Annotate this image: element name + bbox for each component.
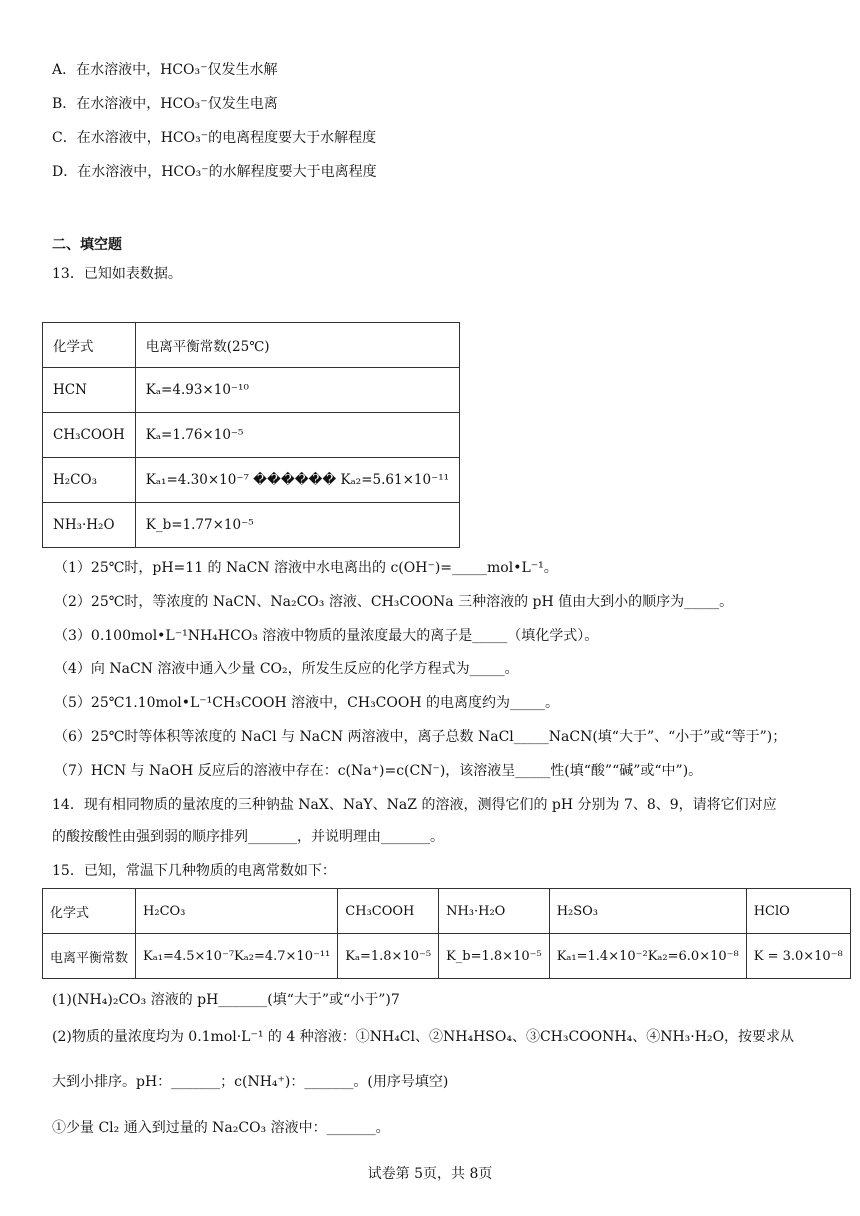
q13-stem: 13．已知如表数据。 — [52, 266, 182, 282]
table-cell: CH₃COOH — [43, 413, 136, 458]
table-cell: 化学式 — [43, 323, 136, 368]
q15-sub-2: (2)物质的量浓度均为 0.1mol·L⁻¹ 的 4 种溶液：①NH₄Cl、②NH₄HSO₄、③CH₃COONH₄、④NH₃·H₂O，按要求从 — [52, 1029, 795, 1045]
table-cell: Kₐ=1.76×10⁻⁵ — [135, 413, 459, 458]
table-cell: HCN — [43, 368, 136, 413]
table-row — [43, 503, 460, 548]
table-row — [43, 323, 460, 368]
table-row — [43, 368, 460, 413]
table-cell: Kₐ₁=1.4×10⁻²Kₐ₂=6.0×10⁻⁸ — [549, 934, 746, 979]
q15-sub-1: (1)(NH₄)₂CO₃ 溶液的 pH_______(填“大于”或“小于”)7 — [52, 992, 400, 1008]
table-row — [43, 413, 460, 458]
table-cell: 电离平衡常数(25℃) — [135, 323, 459, 368]
q15-stem: 15．已知，常温下几种物质的电离常数如下： — [52, 863, 336, 879]
q15-sub-3: ①少量 Cl₂ 通入到过量的 Na₂CO₃ 溶液中：_______。 — [52, 1120, 390, 1136]
table-cell: Kₐ=1.8×10⁻⁵ — [338, 934, 439, 979]
table-cell: HClO — [746, 889, 850, 934]
q13-sub-2: （2）25℃时，等浓度的 NaCN、Na₂CO₃ 溶液、CH₃COONa 三种溶液的 pH 值由大到小的顺序为_____。 — [54, 594, 734, 610]
table-cell: H₂CO₃ — [43, 458, 136, 503]
q15-sub-2-cont: 大到小排序。pH：_______；c(NH₄⁺)：_______。(用序号填空) — [52, 1074, 449, 1090]
q13-sub-4: （4）向 NaCN 溶液中通入少量 CO₂，所发生反应的化学方程式为_____。 — [54, 661, 519, 677]
table-cell: NH₃·H₂O — [43, 503, 136, 548]
q13-sub-3: （3）0.100mol•L⁻¹NH₄HCO₃ 溶液中物质的量浓度最大的离子是_____（填化学式）。 — [54, 628, 599, 644]
table-cell: Kₐ=4.93×10⁻¹⁰ — [135, 368, 459, 413]
table-cell: K = 3.0×10⁻⁸ — [746, 934, 850, 979]
table-cell: K_b=1.8×10⁻⁵ — [439, 934, 550, 979]
option-c: C．在水溶液中，HCO₃⁻的电离程度要大于水解程度 — [52, 130, 377, 146]
page-footer: 试卷第 5页，共 8页 — [367, 1166, 493, 1182]
table-row — [43, 889, 851, 934]
section-title: 二、填空题 — [52, 237, 122, 253]
q15-table — [42, 888, 851, 979]
q14-line-1: 14．现有相同物质的量浓度的三种钠盐 NaX、NaY、NaZ 的溶液，测得它们的 pH 分别为 7、8、9，请将它们对应 — [52, 797, 777, 813]
table-cell: CH₃COOH — [338, 889, 439, 934]
q13-sub-7: （7）HCN 与 NaOH 反应后的溶液中存在：c(Na⁺)=c(CN⁻)，该溶液呈_____性(填“酸”“碱”或“中”)。 — [54, 763, 703, 779]
table-cell: H₂CO₃ — [136, 889, 338, 934]
option-a: A．在水溶液中，HCO₃⁻仅发生水解 — [52, 62, 278, 78]
table-cell: 电离平衡常数 — [43, 934, 136, 979]
table-cell: 化学式 — [43, 889, 136, 934]
table-cell: H₂SO₃ — [549, 889, 746, 934]
table-cell: NH₃·H₂O — [439, 889, 550, 934]
table-cell: K_b=1.77×10⁻⁵ — [135, 503, 459, 548]
table-row — [43, 458, 460, 503]
option-d: D．在水溶液中，HCO₃⁻的水解程度要大于电离程度 — [52, 164, 377, 180]
q14-line-2: 的酸按酸性由强到弱的顺序排列_______，并说明理由_______。 — [52, 829, 444, 845]
q13-table — [42, 322, 460, 548]
table-cell: Kₐ₁=4.30×10⁻⁷ ������ Kₐ₂=5.61×10⁻¹¹ — [135, 458, 459, 503]
q13-sub-5: （5）25℃1.10mol•L⁻¹CH₃COOH 溶液中，CH₃COOH 的电离度约为_____。 — [54, 695, 560, 711]
table-row — [43, 934, 851, 979]
table-cell: Kₐ₁=4.5×10⁻⁷Kₐ₂=4.7×10⁻¹¹ — [136, 934, 338, 979]
q13-sub-6: （6）25℃时等体积等浓度的 NaCl 与 NaCN 两溶液中，离子总数 NaCl_____NaCN(填“大于”、“小于”或“等于”)； — [54, 729, 787, 745]
q13-sub-1: （1）25℃时，pH=11 的 NaCN 溶液中水电离出的 c(OH⁻)=_____mol•L⁻¹。 — [54, 560, 558, 576]
option-b: B．在水溶液中，HCO₃⁻仅发生电离 — [52, 96, 278, 112]
